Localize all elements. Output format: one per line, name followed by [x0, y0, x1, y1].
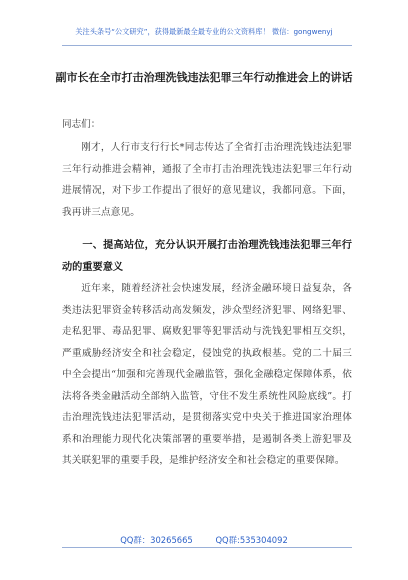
document-title: 副市长在全市打击治理洗钱违法犯罪三年行动推进会上的讲话 [55, 71, 353, 84]
footer-divider [62, 547, 352, 548]
section-heading-1: 一、提高站位，充分认识开展打击治理洗钱违法犯罪三年行动的重要意义 [62, 239, 352, 273]
salutation: 同志们： [62, 119, 101, 130]
header-divider [62, 45, 352, 46]
footer-qq-group-2[interactable]: QQ群:535304092 [215, 535, 288, 545]
paragraph-intro: 刚才，人行市支行行长*同志传达了全省打击治理洗钱违法犯罪三年行动推进会精神，通报了全市打击治理洗钱违法犯罪三年行动进展情况，对下步工作提出了很好的意见建议，我都同意。下面，我再讲三点意见。 [62, 142, 352, 218]
footer-qq-group-1[interactable]: QQ群：30265665 [120, 535, 193, 545]
paragraph-body: 近年来，随着经济社会快速发展，经济金融环境日益复杂，各类违法犯罪资金转移活动高发频发，涉众型经济犯罪、网络犯罪、走私犯罪、毒品犯罪、腐败犯罪等犯罪活动与洗钱犯罪相互交织，严重威胁经济安全和社会稳定，侵蚀党的执政根基。党的二十届三中全会提出“加强和完善现代金融监管，强化金融稳定保障体系，依法将各类金融活动全部纳入监管，守住不发生系统性风险底线”。打击治理洗钱违法犯罪活动，是贯彻落实党中央关于推进国家治理体系和治理能力现代化决策部署的重要举措，是遏制各类上游犯罪及其关联犯罪的重要手段，是维护经济安全和社会稳定的重要保障。 [62, 283, 352, 466]
footer-contacts [0, 534, 408, 546]
promo-banner[interactable]: 关注头条号“公文研究”，获得最新最全最专业的公文资料库！ 微信：gongwenyj [75, 27, 333, 36]
